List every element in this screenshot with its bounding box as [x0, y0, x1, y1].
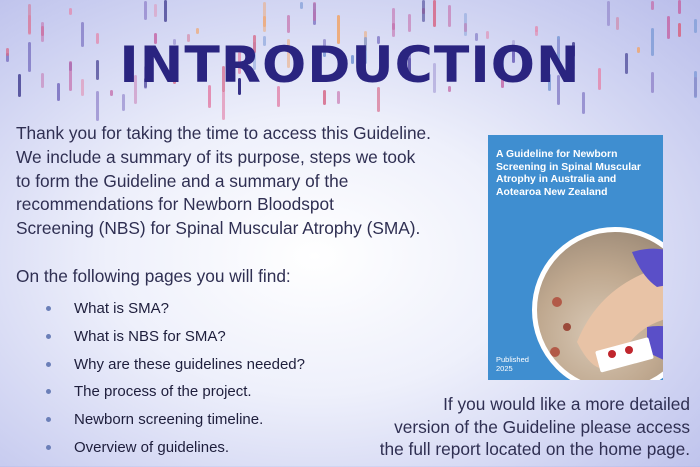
bullet-icon [46, 362, 51, 367]
decorative-bar [122, 94, 125, 111]
decorative-bar [222, 91, 225, 120]
list-item-label: Why are these guidelines needed? [74, 355, 305, 373]
outro-line: version of the Guideline please access [394, 416, 690, 437]
bullet-icon [46, 389, 51, 394]
bullet-icon [46, 445, 51, 450]
decorative-bar [300, 2, 303, 9]
heel-prick-illustration [537, 232, 663, 380]
decorative-bar [154, 4, 157, 17]
decorative-bar [433, 0, 436, 27]
decorative-bar [607, 1, 610, 26]
bullet-icon [46, 306, 51, 311]
decorative-bar [287, 15, 290, 33]
guideline-cover[interactable] [488, 135, 663, 380]
contents-list [46, 300, 305, 467]
decorative-bar [464, 23, 467, 32]
list-item-label: What is NBS for SMA? [74, 327, 226, 345]
list-lead: On the following pages you will find: [16, 266, 291, 286]
intro-line: recommendations for Newborn Bloodspot [16, 194, 334, 215]
list-item [46, 383, 305, 411]
decorative-bar [678, 23, 681, 37]
list-item-label: Overview of guidelines. [74, 438, 230, 456]
list-item-label: What is SMA? [74, 300, 170, 317]
list-item [46, 356, 305, 384]
bullet-icon [46, 417, 51, 422]
page-title: INTRODUCTION [119, 36, 581, 94]
list-item [46, 300, 305, 328]
decorative-bar [678, 0, 681, 14]
bullet-icon [46, 334, 51, 339]
decorative-bar [448, 5, 451, 27]
intro-line: Thank you for taking the time to access this Guideline. [16, 123, 431, 143]
decorative-bar [392, 23, 395, 30]
outro-line: the full report located on the home page. [379, 439, 690, 460]
intro-paragraph [16, 122, 471, 241]
cover-published [496, 355, 529, 373]
decorative-bar [694, 19, 697, 33]
decorative-bar [392, 8, 395, 37]
intro-line: Screening (NBS) for Spinal Muscular Atrophy (SMA). [16, 218, 421, 239]
outro-line: If you would like a more detailed [443, 394, 690, 414]
cover-photo [532, 227, 663, 380]
decorative-bar [263, 2, 266, 32]
intro-line: We include a summary of its purpose, steps we took [16, 146, 416, 167]
published-year: 2025 [496, 364, 513, 373]
decorative-bar [144, 1, 147, 20]
list-item [46, 411, 305, 439]
decorative-bar [408, 14, 411, 32]
decorative-bar [582, 92, 585, 114]
decorative-bar [651, 1, 654, 10]
decorative-bar [96, 91, 99, 121]
intro-line: to form the Guideline and a summary of the [16, 170, 349, 191]
decorative-bar [313, 2, 316, 21]
decorative-bar [164, 0, 167, 22]
cover-title: A Guideline for Newborn Screening in Spinal Muscular Atrophy in Australia and Aotearoa New Zealand [496, 149, 641, 198]
decorative-bar [196, 28, 199, 34]
decorative-bar [422, 0, 425, 22]
list-item-label: Newborn screening timeline. [74, 411, 264, 429]
outro-paragraph [290, 393, 690, 461]
list-item [46, 439, 305, 467]
decorative-bar [28, 4, 31, 34]
decorative-bar [69, 8, 72, 15]
list-item [46, 328, 305, 356]
published-label: Published [496, 355, 529, 364]
decorative-bar [616, 17, 619, 30]
list-item-label: The process of the project. [74, 383, 252, 401]
